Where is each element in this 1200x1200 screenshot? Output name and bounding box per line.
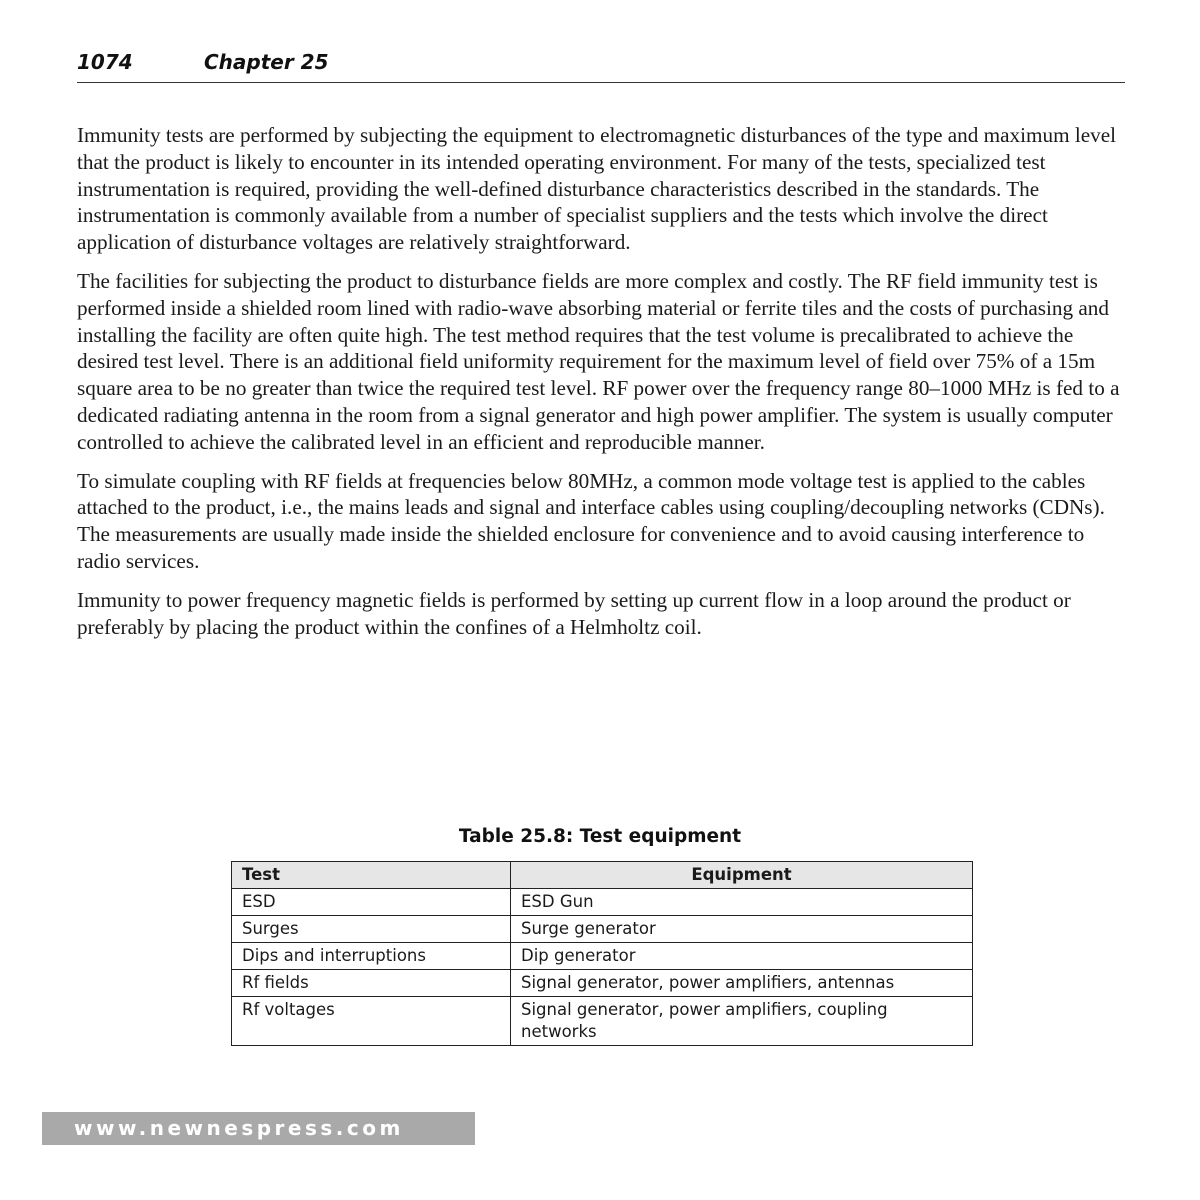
paragraph: To simulate coupling with RF fields at frequencies below 80MHz, a common mode voltage test is applied to the cables attached to the product, i.e., the mains leads and signal and interface cables using coupling/decoupling networks (CDNs). The measurements are usually made inside the shielded enclosure for convenience and to avoid causing interference to radio services. [77,468,1105,573]
paragraph: The facilities for subjecting the product to disturbance fields are more complex and costly. The RF field immunity test is performed inside a shielded room lined with radio-wave absorbing material or ferrite tiles and the costs of purchasing and installing the facility are often quite high. The test method requires that the test volume is precalibrated to achieve the desired test level. There is an additional field uniformity requirement for the maximum level of field over 75% of a 15m square area to be no greater than twice the required test level. RF power over the frequency range 80–1000 MHz is fed to a dedicated radiating antenna in the room from a signal generator and high power amplifier. The system is usually computer controlled to achieve the calibrated level in an efficient and reproducible manner. [77,268,1120,454]
publisher-url: www.newnespress.com [74,1116,404,1140]
cell-equipment: Signal generator, power amplifiers, antennas [511,970,973,997]
cell-equipment: Signal generator, power amplifiers, coupling networks [511,997,973,1046]
cell-test: Rf voltages [232,997,511,1046]
cell-test: Surges [232,916,511,943]
body-text [77,122,1127,652]
chapter-title: Chapter 25 [204,50,329,74]
table-row [232,889,973,916]
footer-bar [42,1112,475,1145]
table-row [232,916,973,943]
page-number: 1074 [77,50,133,74]
column-header-equipment: Equipment [511,862,973,889]
table-row [232,943,973,970]
test-equipment-table [231,861,973,1046]
table-row [232,970,973,997]
table-row [232,997,973,1046]
cell-equipment: ESD Gun [511,889,973,916]
cell-test: Rf fields [232,970,511,997]
cell-equipment: Surge generator [511,916,973,943]
page-header [77,48,1125,83]
paragraph: Immunity to power frequency magnetic fields is performed by setting up current flow in a loop around the product or preferably by placing the product within the confines of a Helmholtz coil. [77,587,1071,639]
paragraph: Immunity tests are performed by subjecting the equipment to electromagnetic disturbances of the type and maximum level that the product is likely to encounter in its intended operating environment. For many of the tests, specialized test instrumentation is required, providing the well-defined disturbance characteristics described in the standards. The instrumentation is commonly available from a number of specialist suppliers and the tests which involve the direct application of disturbance voltages are relatively straightforward. [77,123,1117,255]
cell-test: ESD [232,889,511,916]
cell-test: Dips and interruptions [232,943,511,970]
column-header-test: Test [232,862,511,889]
table-caption: Table 25.8: Test equipment [458,826,742,847]
table-header-row [232,862,973,889]
cell-equipment: Dip generator [511,943,973,970]
